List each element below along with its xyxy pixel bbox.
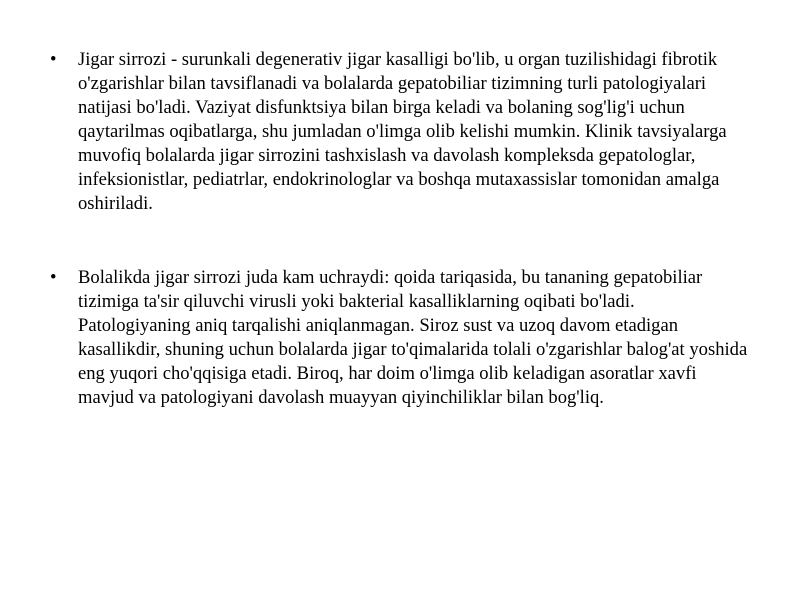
bullet-icon: •	[50, 49, 57, 70]
paragraph-text: Jigar sirrozi - surunkali degenerativ jigar kasalligi bo'lib, u organ tuzilishidagi fibrotik o'zgarishlar bilan tavsiflanadi va bolalarda gepatobiliar tizimning turli patologiyalari natijasi bo'ladi. Vaziyat disfunktsiya bilan birga keladi va bolaning sog'lig'i uchun qaytarilmas oqibatlarga, shu jumladan o'limga olib kelishi mumkin. Klinik tavsiyalarga muvofiq bolalarda jigar sirrozini tashxislash va davolash kompleksda gepatologlar, infeksionistlar, pediatrlar, endokrinologlar va boshqa mutaxassislar tomonidan amalga oshiriladi.	[78, 49, 727, 214]
bullet-item-1	[50, 48, 750, 216]
bullet-list	[50, 48, 750, 410]
bullet-item-2	[50, 266, 750, 410]
paragraph-text: Bolalikda jigar sirrozi juda kam uchraydi: qoida tariqasida, bu tananing gepatobiliar tizimiga ta'sir qiluvchi virusli yoki bakterial kasalliklarning oqibati bo'ladi. Patologiyaning aniq tarqalishi aniqlanmagan. Siroz sust va uzoq davom etadigan kasallikdir, shuning uchun bolalarda jigar to'qimalarida tolali o'zgarishlar balog'at yoshida eng yuqori cho'qqisiga etadi. Biroq, har doim o'limga olib keladigan asoratlar xavfi mavjud va patologiyani davolash muayyan qiyinchiliklar bilan bog'liq.	[78, 267, 748, 408]
bullet-icon: •	[50, 267, 57, 288]
